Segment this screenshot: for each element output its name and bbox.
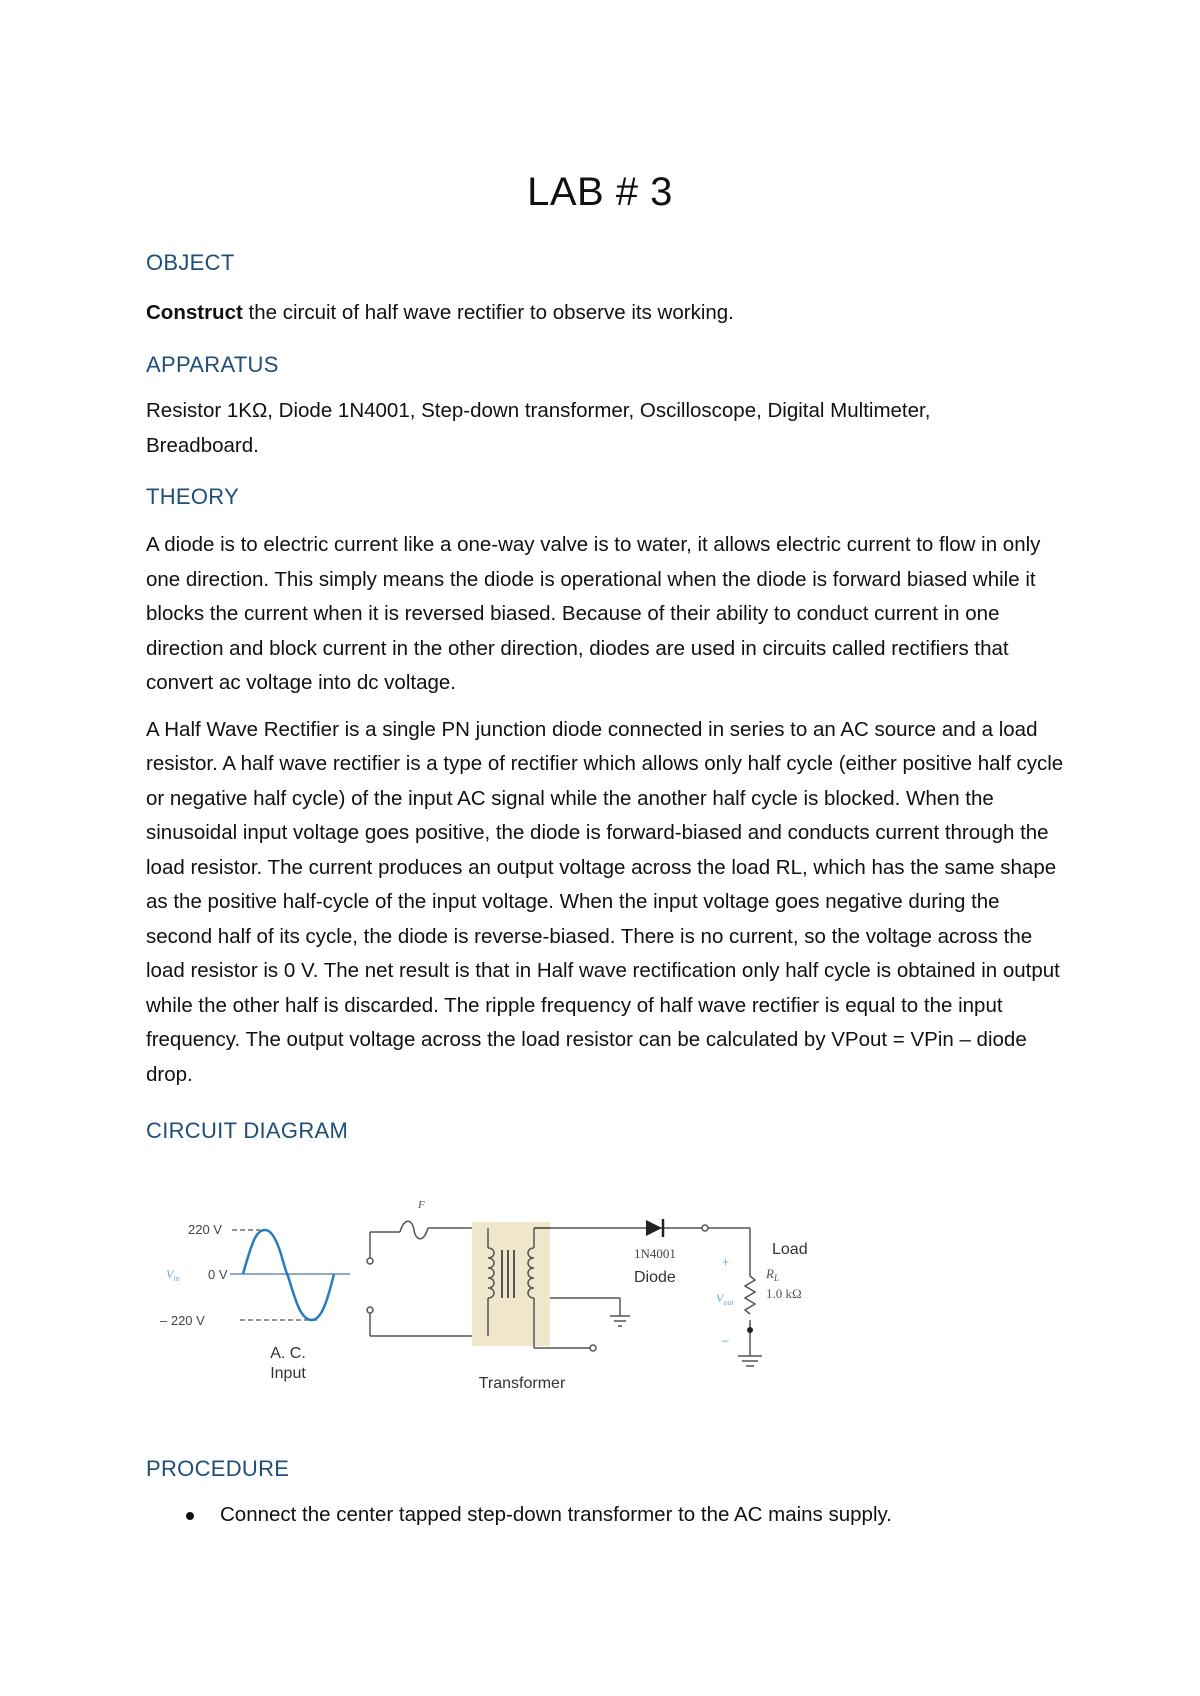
fuse-label: F [418,1199,425,1211]
diode-part-label: 1N4001 [634,1246,676,1261]
output-node [747,1327,753,1333]
object-heading: OBJECT [146,250,235,275]
theory-paragraph-2: A Half Wave Rectifier is a single PN junction diode connected in series to an AC source and a load resistor. A half wave rectifier is a type of rectifier which allows only half cycle (either positive half cycle or negative half cycle) of the input AC signal while the another half cycle is blocked. When the sinusoidal input voltage goes positive, the diode is forward-biased and conducts current through the load resistor. The current produces an output voltage across the load RL, which has the same shape as the positive half-cycle of the input voltage. When the input voltage goes negative during the second half of its cycle, the diode is reverse-biased. There is no current, so the voltage across the load resistor is 0 V. The net result is that in Half wave rectification only half cycle is obtained in output while the other half is discarded. The ripple frequency of half wave rectifier is equal to the input frequency. The output voltage across the load resistor can be calculated by VPout = VPin – diode drop. [146,717,1064,1086]
object-text [146,296,1066,331]
object-lead: Construct [146,301,243,324]
v-zero-label: 0 V [208,1267,228,1282]
diode-symbol [646,1219,663,1237]
primary-circuit [367,1221,488,1336]
ac-input-label-1: A. C. [270,1345,306,1362]
v-neg-label: – 220 V [160,1313,205,1328]
procedure-step: Connect the center tapped step-down transformer to the AC mains supply. [180,1498,1080,1532]
circuit-diagram-heading: CIRCUIT DIAGRAM [146,1118,349,1143]
half-wave-rectifier-diagram [150,1170,850,1400]
document-title: LAB # 3 [527,170,673,214]
procedure-list [180,1498,1080,1532]
theory-paragraph-1: A diode is to electric current like a one-way valve is to water, it allows electric current to flow in only one direction. This simply means the diode is operational when the diode is forward biased while it blocks the current when it is reversed biased. Because of their ability to conduct current in one direction and block current in the other direction, diodes are used in circuits called rectifiers that convert ac voltage into dc voltage. [146,533,1041,694]
sine-wave [243,1230,334,1320]
transformer-core-bg [472,1222,550,1346]
transformer-label: Transformer [478,1375,566,1392]
transformer [472,1222,566,1392]
rl-value-label: 1.0 kΩ [766,1286,802,1301]
vin-label: $V_{in}$ [166,1267,180,1283]
ac-input-label-2: Input [270,1365,306,1382]
rl-label: $R_L$ [766,1266,779,1283]
theory-text [146,528,1066,1092]
load-label: Load [772,1241,808,1258]
apparatus-text [146,394,1026,463]
load-resistor-symbol [745,1276,755,1314]
minus-label: – [722,1333,729,1347]
vout-label: $V_{out}$ [716,1291,734,1307]
diode-label: Diode [634,1269,676,1286]
theory-heading: THEORY [146,484,240,509]
apparatus-heading: APPARATUS [146,352,279,377]
fuse-symbol [400,1221,428,1239]
procedure-heading: PROCEDURE [146,1456,290,1481]
plus-label: + [722,1255,730,1269]
object-body: the circuit of half wave rectifier to observe its working. [242,301,734,324]
v-pos-label: 220 V [188,1222,222,1237]
ac-input-waveform [160,1222,350,1382]
apparatus-body: Resistor 1KΩ, Diode 1N4001, Step-down transformer, Oscilloscope, Digital Multimeter, Breadboard. [146,399,931,457]
